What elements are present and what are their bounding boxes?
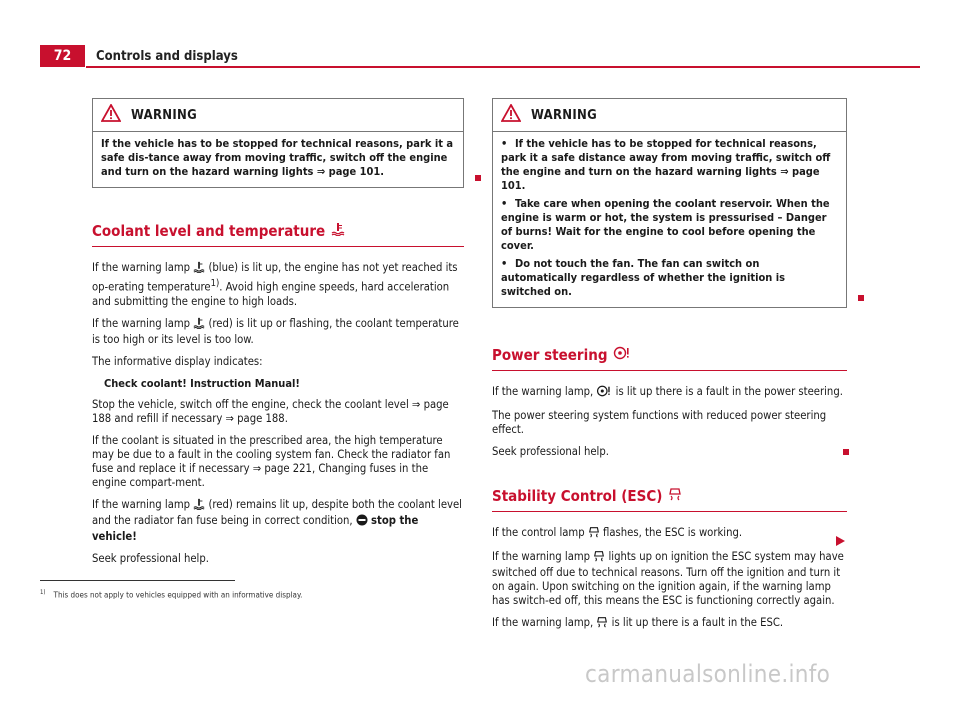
coolant-paragraph-6: If the warning lamp (red) remains lit up, despite both the coolant level and the radiator fan fuse being in correct condition, stop the vehicle!: [92, 497, 462, 543]
esc-paragraph-3: If the warning lamp, is lit up there is a fault in the ESC.: [492, 616, 847, 632]
right-column: [492, 98, 847, 640]
coolant-paragraph-3: The informative display indicates:: [92, 354, 263, 368]
warning-box-right: [492, 98, 847, 308]
left-column: [92, 98, 464, 574]
warning-header: [493, 99, 846, 132]
coolant-temperature-icon: [193, 498, 205, 514]
esc-icon: [668, 487, 682, 505]
coolant-paragraph-2: If the warning lamp (red) is lit up or flashing, the coolant temperature is too high or its level is too low.: [92, 316, 459, 346]
stop-icon: [356, 514, 368, 530]
display-message: Check coolant! Instruction Manual!: [104, 376, 300, 390]
warning-header: [93, 99, 463, 132]
watermark: carmanualsonline.info: [585, 660, 831, 688]
section-title-esc: Stability Control (ESC): [492, 487, 847, 512]
warning-title: WARNING: [131, 107, 198, 123]
coolant-temperature-icon: [193, 317, 205, 333]
warning-triangle-icon: [101, 104, 121, 126]
esc-paragraph-1: If the control lamp flashes, the ESC is working.: [492, 526, 847, 542]
footnote: $^{1)}$ This does not apply to vehicles equipped with an informative display.: [40, 589, 303, 600]
footnote-rule: [40, 580, 235, 581]
power-steering-icon: [613, 346, 631, 364]
page-number: 72: [40, 45, 85, 67]
esc-paragraph-2: If the warning lamp lights up on ignition the ESC system may have switched off due to technical reasons. Turn off the ignition and turn it on again. Upon switching on the ignition again, if the warning lamp has switch-ed off, this means the ESC is functioning correctly again.: [492, 550, 844, 607]
end-mark: [843, 449, 849, 455]
power-steering-paragraph-3: Seek professional help.: [492, 445, 847, 459]
warning-box-left: [92, 98, 464, 188]
warning-title: WARNING: [531, 107, 598, 123]
section-title-coolant: Coolant level and temperature: [92, 222, 464, 247]
coolant-paragraph-5: If the coolant is situated in the prescribed area, the high temperature may be due to a fault in the cooling system fan. Check the radiator fan fuse and replace it if necessary ⇒ page 221, Changing fuses in the engine compart-ment.: [92, 433, 451, 489]
end-mark: [858, 295, 864, 301]
esc-icon: [596, 616, 608, 632]
continue-arrow-icon: [836, 536, 845, 546]
chapter-title: Controls and displays: [96, 49, 238, 64]
section-title-power-steering: Power steering: [492, 346, 847, 371]
coolant-paragraph-1: If the warning lamp (blue) is lit up, the engine has not yet reached its op-erating temperature$^{1)}$. Avoid high engine speeds, hard acceleration and submitting the engine to high loads.: [92, 261, 458, 308]
power-steering-paragraph-2: The power steering system functions with reduced power steering effect.: [492, 409, 827, 436]
warning-bullet: • Take care when opening the coolant reservoir. When the engine is warm or hot, the system is pressurised – Danger of burns! Wait for the engine to cool before opening the cover.: [501, 197, 830, 252]
coolant-paragraph-7: Seek professional help.: [92, 551, 209, 565]
esc-icon: [588, 526, 600, 542]
coolant-paragraph-4: Stop the vehicle, switch off the engine, check the coolant level ⇒ page 188 and refill if necessary ⇒ page 188.: [92, 397, 449, 425]
warning-triangle-icon: [501, 104, 521, 126]
warning-bullet: • If the vehicle has to be stopped for technical reasons, park it a safe distance away from moving traffic, switch off the engine and turn on the hazard warning lights ⇒ page 101.: [501, 137, 831, 192]
header-rule: [86, 66, 920, 68]
end-mark: [475, 175, 481, 181]
warning-text: [493, 132, 846, 307]
coolant-temperature-icon: [331, 222, 345, 240]
esc-icon: [593, 550, 605, 566]
warning-text: If the vehicle has to be stopped for technical reasons, park it a safe dis-tance away from moving traffic, switch off the engine and turn on the hazard warning lights ⇒ page 101.: [101, 137, 454, 178]
power-steering-icon: [596, 385, 612, 401]
warning-bullet: • Do not touch the fan. The fan can switch on automatically regardless of whether the ignition is switched on.: [501, 257, 786, 298]
power-steering-paragraph-1: If the warning lamp, is lit up there is a fault in the power steering.: [492, 385, 847, 401]
coolant-temperature-icon: [193, 261, 205, 277]
